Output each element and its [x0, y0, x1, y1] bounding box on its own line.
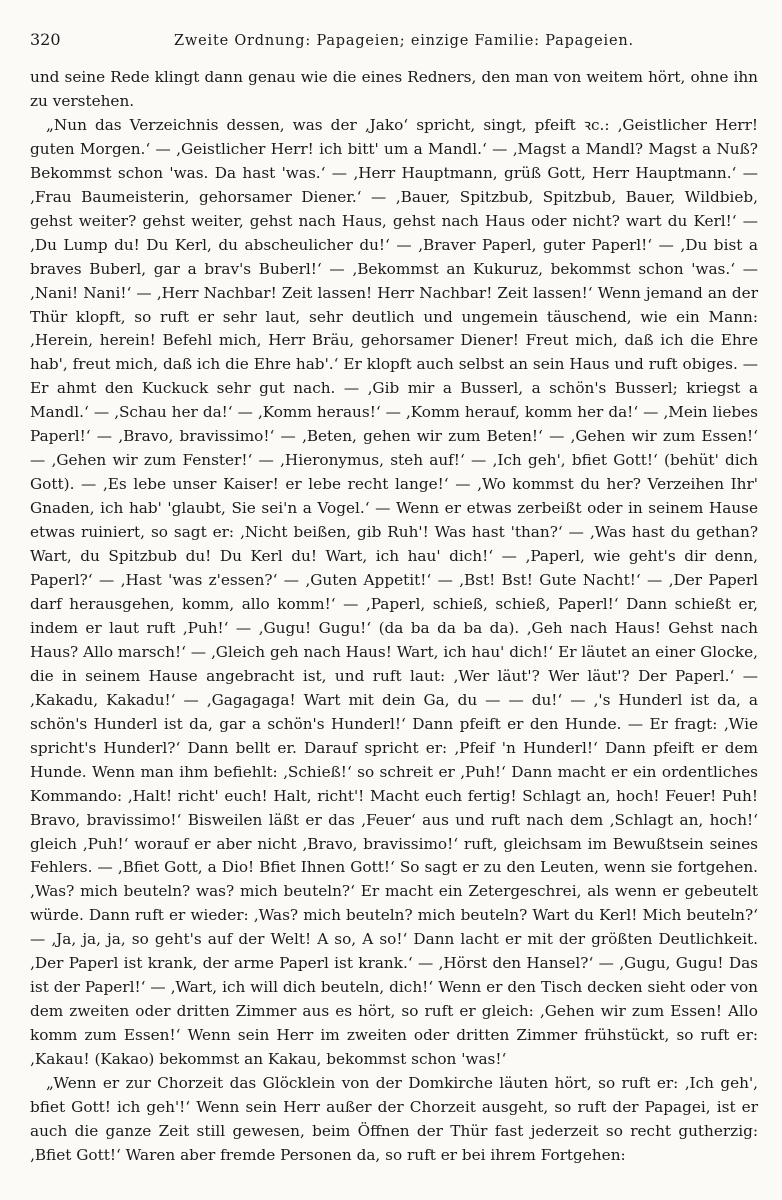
book-page — [30, 30, 758, 1168]
page-number: 320 — [30, 30, 61, 49]
paragraph-vocabulary-list: „Nun das Verzeichnis dessen, was der ‚Jako‘ spricht, singt, pfeift ꝛc.: ‚Geistlicher Herr! guten Morgen.‘ — ‚Geistlicher Herr! ich bitt' um a Mandl.‘ — ‚Magst a Mandl? Magst a Nuß? Bekommst schon 'was. Da hast 'was.‘ — ‚Herr Hauptmann, grüß Gott, Herr Hauptmann.‘ — ‚Frau Baumeisterin, gehorsamer Diener.‘ — ‚Bauer, Spitzbub, Spitzbub, Bauer, Wildbieb, gehst weiter? gehst weiter, gehst nach Haus, gehst nach Haus oder nicht? wart du Kerl!‘ — ‚Du Lump du! Du Kerl, du abscheulicher du!‘ — ‚Braver Paperl, guter Paperl!‘ — ‚Du bist a braves Buberl, gar a brav's Buberl!‘ — ‚Bekommst an Kukuruz, bekommst schon 'was.‘ — ‚Nani! Nani!‘ — ‚Herr Nachbar! Zeit lassen! Herr Nachbar! Zeit lassen!‘ Wenn jemand an der Thür klopft, so ruft er sehr laut, sehr deutlich und ungemein täuschend, wie ein Mann: ‚Herein, herein! Befehl mich, Herr Bräu, gehorsamer Diener! Freut mich, daß ich die Ehre hab', freut mich, daß ich die Ehre hab'.‘ Er klopft auch selbst an sein Haus und ruft obiges. — Er ahmt den Kuckuck sehr gut nach. — ‚Gib mir a Busserl, a schön's Busserl; kriegst a Mandl.‘ — ‚Schau her da!‘ — ‚Komm heraus!‘ — ‚Komm herauf, komm her da!‘ — ‚Mein liebes Paperl!‘ — ‚Bravo, bravissimo!‘ — ‚Beten, gehen wir zum Beten!‘ — ‚Gehen wir zum Essen!‘ — ‚Gehen wir zum Fenster!‘ — ‚Hieronymus, steh auf!‘ — ‚Ich geh', bfiet Gott!‘ (behüt' dich Gott). — ‚Es lebe unser Kaiser! er lebe recht lange!‘ — ‚Wo kommst du her? Verzeihen Ihr' Gnaden, ich hab' 'glaubt, Sie sei'n a Vogel.‘ — Wenn er etwas zerbeißt oder in seinem Hause etwas ruiniert, so sagt er: ‚Nicht beißen, gib Ruh'! Was hast 'than?‘ — ‚Was hast du gethan? Wart, du Spitzbub du! Du Kerl du! Wart, ich hau' dich!‘ — ‚Paperl, wie geht's dir denn, Paperl?‘ — ‚Hast 'was z'essen?‘ — ‚Guten Appetit!‘ — ‚Bst! Bst! Gute Nacht!‘ — ‚Der Paperl darf herausgehen, komm, allo komm!‘ — ‚Paperl, schieß, schieß, Paperl!‘ Dann schießt er, indem er laut ruft ‚Puh!‘ — ‚Gugu! Gugu!‘ (da ba da ba da). ‚Geh nach Haus! Gehst nach Haus? Allo marsch!‘ — ‚Gleich geh nach Haus! Wart, ich hau' dich!‘ Er läutet an einer Glocke, die in seinem Hause angebracht ist, und ruft laut: ‚Wer läut'? Wer läut'? Der Paperl.‘ — ‚Kakadu, Kakadu!‘ — ‚Gagagaga! Wart mit dein Ga, du — — du!‘ — ‚'s Hunderl ist da, a schön's Hunderl ist da, gar a schön's Hunderl!‘ Dann pfeift er den Hunde. — Er fragt: ‚Wie spricht's Hunderl?‘ Dann bellt er. Darauf spricht er: ‚Pfeif 'n Hunderl!‘ Dann pfeift er dem Hunde. Wenn man ihm befiehlt: ‚Schieß!‘ so schreit er ‚Puh!‘ Dann macht er ein ordentliches Kommando: ‚Halt! richt' euch! Halt, richt'! Macht euch fertig! Schlagt an, hoch! Feuer! Puh! Bravo, bravissimo!‘ Bisweilen läßt er das ‚Feuer‘ aus und ruft nach dem ‚Schlagt an, hoch!‘ gleich ‚Puh!‘ worauf er aber nicht ‚Bravo, bravissimo!‘ ruft, gleichsam im Bewußtsein seines Fehlers. — ‚Bfiet Gott, a Dio! Bfiet Ihnen Gott!‘ So sagt er zu den Leuten, wenn sie fortgehen. ‚Was? mich beuteln? was? mich beuteln?‘ Er macht ein Zetergeschrei, als wenn er gebeutelt würde. Dann ruft er wieder: ‚Was? mich beuteln? mich beuteln? Wart du Kerl! Mich beuteln?‘ — ‚Ja, ja, ja, so geht's auf der Welt! A so, A so!‘ Dann lacht er mit der größten Deutlichkeit. ‚Der Paperl ist krank, der arme Paperl ist krank.‘ — ‚Hörst den Hansel?‘ — ‚Gugu, Gugu! Das ist der Paperl!‘ — ‚Wart, ich will dich beuteln, dich!‘ Wenn er den Tisch decken sieht oder von dem zweiten oder dritten Zimmer aus es hört, so ruft er gleich: ‚Gehen wir zum Essen! Allo komm zum Essen!‘ Wenn sein Herr im zweiten oder dritten Zimmer frühstückt, so ruft er: ‚Kakau! (Kakao) bekommst an Kakau, bekommst schon 'was!‘ — [30, 115, 758, 1069]
body-text — [30, 66, 758, 1168]
page-header — [30, 30, 758, 56]
running-title: Zweite Ordnung: Papageien; einzige Familie: Papageien. — [174, 33, 634, 49]
paragraph-continuation: und seine Rede klingt dann genau wie die eines Redners, den man von weitem hört, ohne ihn zu verstehen. — [30, 68, 758, 110]
paragraph-choir-time: „Wenn er zur Chorzeit das Glöcklein von der Domkirche läuten hört, so ruft er: ‚Ich geh', bfiet Gott! ich geh'!‘ Wenn sein Herr außer der Chorzeit ausgeht, so ruft der Papagei, ist er auch die ganze Zeit still gewesen, beim Öffnen der Thür fast jederzeit so recht gutherzig: ‚Bfiet Gott!‘ Waren aber fremde Personen da, so ruft er bei ihrem Fortgehen: — [30, 1074, 758, 1164]
